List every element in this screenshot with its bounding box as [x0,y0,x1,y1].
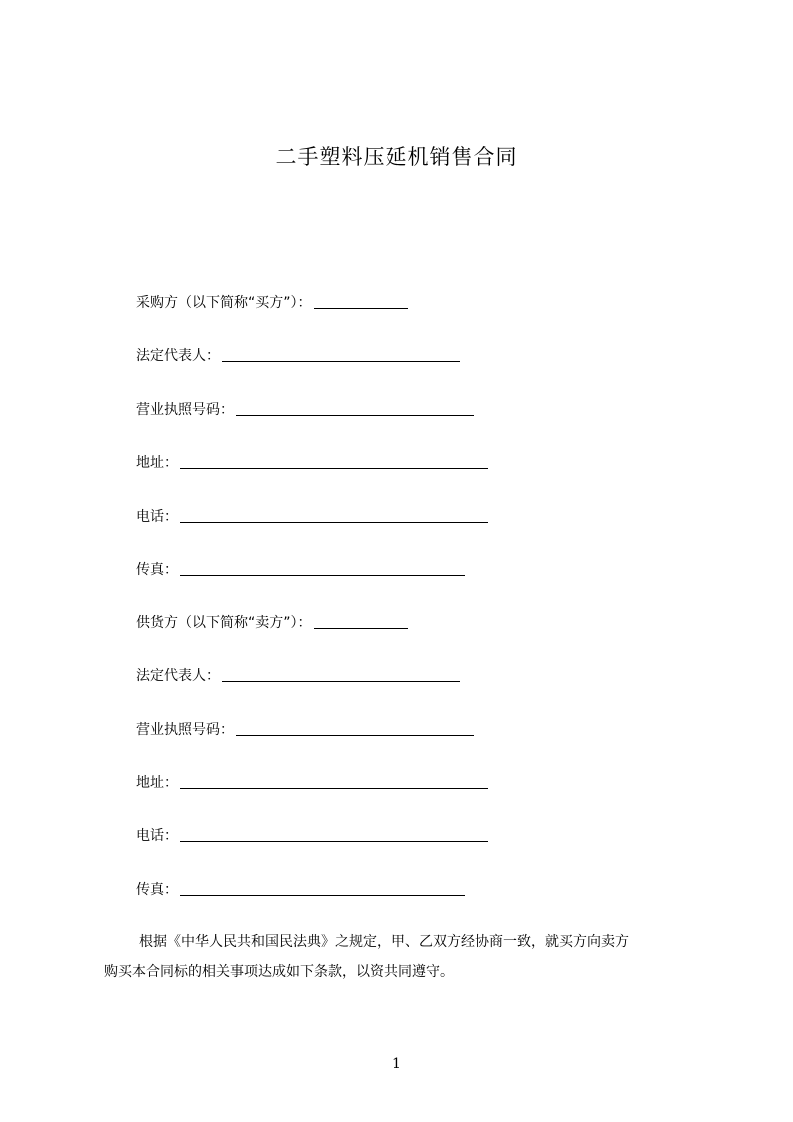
seller-fax-field [136,877,465,899]
seller-phone-label: 电话： [136,828,178,844]
seller-party-field [136,610,408,632]
seller-address-label: 地址： [136,775,178,791]
seller-phone-blank[interactable] [180,827,488,842]
seller-legal-rep-field [136,663,460,685]
buyer-fax-field [136,557,465,579]
buyer-phone-field [136,504,488,526]
buyer-party-field [136,290,408,312]
document-title: 二手塑料压延机销售合同 [275,145,518,169]
seller-license-blank[interactable] [236,721,474,736]
buyer-address-label: 地址： [136,455,178,471]
buyer-fax-label: 传真： [136,562,178,578]
seller-address-blank[interactable] [180,774,488,789]
buyer-legal-rep-blank[interactable] [222,347,460,362]
seller-legal-rep-label: 法定代表人： [136,668,220,684]
seller-address-field [136,770,488,792]
preamble-line-2: 购买本合同标的相关事项达成如下条款，以资共同遵守。 [104,964,454,980]
buyer-license-blank[interactable] [236,401,474,416]
buyer-phone-label: 电话： [136,509,178,525]
seller-party-blank[interactable] [314,614,408,629]
seller-license-field [136,717,474,739]
buyer-legal-rep-label: 法定代表人： [136,348,220,364]
seller-party-label: 供货方（以下简称“卖方”）： [136,615,312,631]
page-number: 1 [392,1056,401,1072]
seller-legal-rep-blank[interactable] [222,667,460,682]
buyer-license-field [136,397,474,419]
preamble-line-1: 根据《中华人民共和国民法典》之规定，甲、乙双方经协商一致，就买方向卖方 [139,934,629,950]
seller-fax-label: 传真： [136,882,178,898]
buyer-legal-rep-field [136,343,460,365]
buyer-address-blank[interactable] [180,454,488,469]
buyer-party-label: 采购方（以下简称“买方”）： [136,295,312,311]
seller-license-label: 营业执照号码： [136,722,234,738]
buyer-license-label: 营业执照号码： [136,402,234,418]
seller-fax-blank[interactable] [180,881,465,896]
seller-phone-field [136,823,488,845]
buyer-address-field [136,450,488,472]
buyer-fax-blank[interactable] [180,561,465,576]
preamble-paragraph [104,927,704,987]
buyer-party-blank[interactable] [314,294,408,309]
buyer-phone-blank[interactable] [180,508,488,523]
